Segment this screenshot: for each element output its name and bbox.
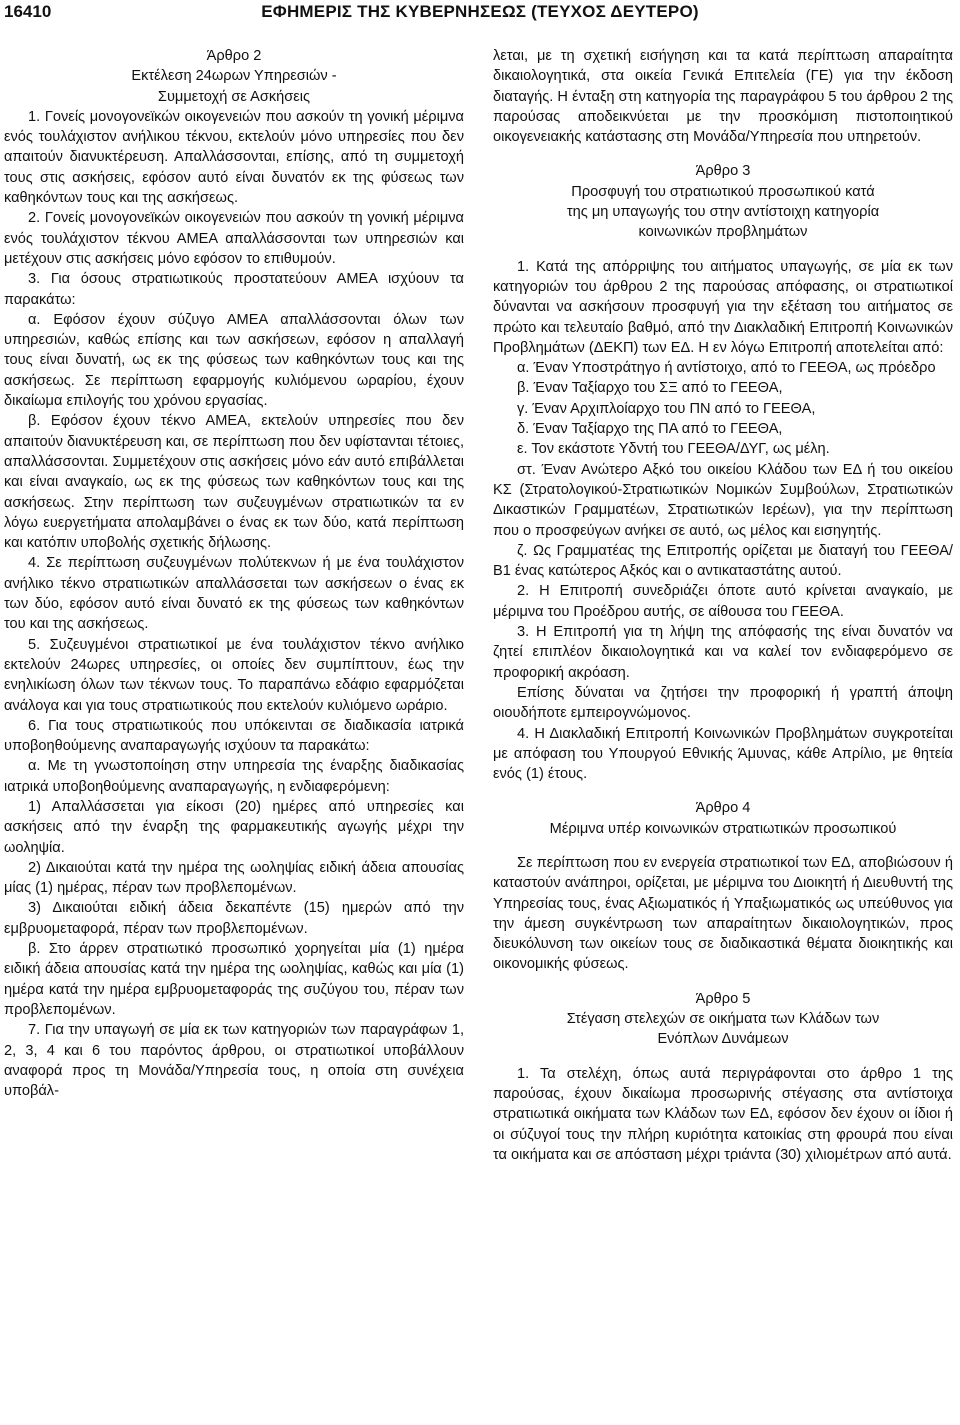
paragraph: α. Εφόσον έχουν σύζυγο ΑΜΕΑ απαλλάσσονται όλων των υπηρεσιών, καθώς επίσης και των ασκήσεων, εφόσον η απαλλαγή τους είναι δυνατή, ως εκ της φύσεως των καθηκόντων τους και της ασκήσεως. Σε περίπτωση εφαρμογής κυλιόμενου ωραρίου, έχουν δικαίωμα επιλογής του χρόνου εργασίας. [4,311,464,410]
paragraph: 6. Για τους στρατιωτικούς που υπόκεινται σε διαδικασία ιατρικά υποβοηθούμενης αναπαραγωγής ισχύουν τα παρακάτω: [4,717,464,755]
spacer [493,147,953,161]
article-heading: της μη υπαγωγής του στην αντίστοιχη κατηγορία [566,204,880,221]
page-header [0,0,960,26]
article-heading: Εκτέλεση 24ωρων Υπηρεσιών - [131,68,337,85]
paragraph: 1. Γονείς μονογονεϊκών οικογενειών που ασκούν τη γονική μέριμνα ενός τουλάχιστον ανήλικου τέκνου, εκτελούν μόνο υπηρεσίες που δεν απαιτούν διανυκτέρευση. Απαλλάσσονται, επίσης, από τη συμμετοχή τους στις ασκήσεις, εφόσον αυτό είναι δυνατόν εκ της φύσεως των καθηκόντων τους και της ασκήσεως. [4,108,464,207]
paragraph: 4. Σε περίπτωση συζευγμένων πολύτεκνων ή με ένα τουλάχιστον ανήλικο τέκνο στρατιωτικών απαλλάσσεται των ασκήσεων ο ένας εκ των δύο, εφόσον αυτό είναι δυνατό εκ της φύσεως των καθηκόντων του και της ασκήσεως. [4,555,464,633]
paragraph-continuation: λεται, με τη σχετική εισήγηση και τα κατά περίπτωση απαραίτητα δικαιολογητικά, στα οικεία Γενικά Επιτελεία (ΓΕ) για την έκδοση διαταγής. Η ένταξη στη κατηγορία της παραγράφου 5 του άρθρου 2 της παρούσας αποδεικνύεται με την προσκόμιση πιστοποιητικού οικογενειακής κατάστασης στη Μονάδα/Υπηρεσία που υπηρετούν. [493,48,953,146]
spacer [493,784,953,798]
paragraph: β. Εφόσον έχουν τέκνο ΑΜΕΑ, εκτελούν υπηρεσίες που δεν απαιτούν διανυκτέρευση και, σε περίπτωση που δεν υφίστανται τέτοιες, απαλλάσσονται. Συμμετέχουν στις ασκήσεις μόνο εάν αυτό επιβάλλεται και είναι αναγκαίο, ως εκ της φύσεως των καθηκόντων τους και της ασκήσεως. Στην περίπτωση των συζευγμένων στρατιωτικών τα εν λόγω ευεργετήματα απολαμβάνει ο ένας εκ των δύο, κατά περίπτωση και κατόπιν υποβολής σχετικής δήλωσης. [4,413,464,552]
paragraph: 1. Κατά της απόρριψης του αιτήματος υπαγωγής, σε μία εκ των κατηγοριών του άρθρου 2 της παρούσας απόφασης, οι στρατιωτικοί δύνανται να ασκήσουν προσφυγή για την εξέταση του αιτήματος σε πρώτο και τελευταίο βαθμό, από την Διακλαδική Επιτροπή Κοινωνικών Προβλημάτων (ΔΕΚΠ) των ΕΔ. Η εν λόγω Επιτροπή αποτελείται από: [493,258,953,356]
paragraph: 1. Τα στελέχη, όπως αυτά περιγράφονται στο άρθρο 1 της παρούσας, έχουν δικαίωμα προσωρινής στέγασης στα αντίστοιχα στρατιωτικά οικήματα των Κλάδων των ΕΔ, εφόσον δεν έχουν οι ίδιοι ή οι σύζυγοί τους την πλήρη κυριότητα κατοικίας στη φρουρά που είναι τα οικήματα και σε απόσταση μέχρι τριάντα (30) χιλιομέτρων από αυτά. [493,1065,953,1163]
paragraph: 1) Απαλλάσσεται για είκοσι (20) ημέρες από υπηρεσίες και ασκήσεις από την έναρξη της φαρμακευτικής αγωγής μέχρι την ωοληψία. [4,798,464,856]
gazette-title: ΕΦΗΜΕΡΙΣ ΤΗΣ ΚΥΒΕΡΝΗΣΕΩΣ (ΤΕΥΧΟΣ ΔΕΥΤΕΡΟ) [261,2,699,21]
paragraph: 2. Η Επιτροπή συνεδριάζει όποτε αυτό κρίνεται αναγκαίο, με μέριμνα του Προέδρου αυτής, σε αίθουσα του ΓΕΕΘΑ. [493,583,953,620]
paragraph: ε. Τον εκάστοτε Υδντή του ΓΕΕΘΑ/ΔΥΓ, ως μέλη. [517,441,830,458]
article-heading: κοινωνικών προβλημάτων [638,224,808,241]
article-heading: Μέριμνα υπέρ κοινωνικών στρατιωτικών προσωπικού [549,820,897,837]
paragraph: Σε περίπτωση που εν ενεργεία στρατιωτικοί των ΕΔ, αποβιώσουν ή καταστούν ανάπηροι, ορίζεται, με μέριμνα του Διοικητή ή Διευθυντή της Υπηρεσίας τους, ένας Αξιωματικός ή Υπαξιωματικός ως υπεύθυνος για την άμεση συγκέντρωση των απαραίτητων δικαιολογητικών, προς διευκόλυνση των οικείων τους σε διαδικαστικά θέματα διοικητικής και οικονομικής φύσεως. [493,854,953,973]
paragraph: στ. Έναν Ανώτερο Αξκό του οικείου Κλάδου των ΕΔ ή του οικείου ΚΣ (Στρατολογικού-Στρατιωτικών Νομικών Συμβούλων, Στρατιωτικών Δικαστικών Γραμματέων, Στρατιωτικών Ιερέων), για την περίπτωση που ο προσφεύγων ανήκει σε αυτό, ως μέλος και εισηγητής. [493,461,953,539]
paragraph: α. Με τη γνωστοποίηση στην υπηρεσία της έναρξης διαδικασίας ιατρικά υποβοηθούμενης αναπαραγωγής, η ενδιαφερόμενη: [4,758,464,795]
article-heading: Στέγαση στελεχών σε οικήματα των Κλάδων των [566,1011,880,1028]
paragraph: 2) Δικαιούται κατά την ημέρα της ωοληψίας ειδική άδεια απουσίας μίας (1) ημέρας, πέραν των προβλεπομένων. [4,859,464,897]
spacer [493,243,953,257]
article-heading: Συμμετοχή σε Ασκήσεις [157,88,311,105]
article-heading: Άρθρο 2 [206,48,262,64]
spacer [493,975,953,989]
page-number: 16410 [4,2,52,21]
article-heading: Ενόπλων Δυνάμεων [657,1031,789,1048]
paragraph: δ. Έναν Ταξίαρχο της ΠΑ από το ΓΕΕΘΑ, [517,421,783,438]
paragraph: 5. Συζευγμένοι στρατιωτικοί με ένα τουλάχιστον τέκνο ανήλικο εκτελούν 24ωρες υπηρεσίες, οι οποίες δεν συμπίπτουν, έως την ενηλικίωση όλων των τέκνων τους. Το παραπάνω εδάφιο εφαρμόζεται ανάλογα και για τους στρατιωτικούς που εκτελούν κυλιόμενο ωράριο. [4,636,464,714]
article-heading: Άρθρο 3 [695,163,751,180]
article-heading: Άρθρο 5 [695,990,751,1007]
left-column [4,46,464,1101]
article-heading: Άρθρο 4 [695,800,751,817]
paragraph: γ. Έναν Αρχιπλοίαρχο του ΠΝ από το ΓΕΕΘΑ, [517,400,816,417]
paragraph: β. Έναν Ταξίαρχο του ΣΞ από το ΓΕΕΘΑ, [517,380,783,397]
right-column [493,46,953,1165]
paragraph: β. Στο άρρεν στρατιωτικό προσωπικό χορηγείται μία (1) ημέρα ειδική άδεια απουσίας κατά την ημέρα της ωοληψίας, καθώς και μία (1) ημέρα κατά την ημέρα εμβρυομεταφοράς της συζύγου του, πέραν των προβλεπομένων. [4,941,464,1018]
spacer [493,839,953,853]
paragraph: 3) Δικαιούται ειδική άδεια δεκαπέντε (15) ημερών από την εμβρυομεταφορά, πέραν των προβλεπομένων. [4,900,464,937]
paragraph: 3. Για όσους στρατιωτικούς προστατεύουν ΑΜΕΑ ισχύουν τα παρακάτω: [4,271,464,308]
paragraph: 2. Γονείς μονογονεϊκών οικογενειών που ασκούν τη γονική μέριμνα ενός τουλάχιστον τέκνου ΑΜΕΑ απαλλάσσονται των υπηρεσιών και μετέχουν στις ασκήσεις μόνο εφόσον το επιθυμούν. [4,210,464,267]
spacer [493,1050,953,1064]
paragraph: 7. Για την υπαγωγή σε μία εκ των κατηγοριών των παραγράφων 1, 2, 3, 4 και 6 του παρόντος άρθρου, οι στρατιωτικοί υποβάλλουν αναφορά προς τη Μονάδα/Υπηρεσία τους, η οποία στη συνέχεια υποβάλ- [4,1022,464,1100]
paragraph: 4. Η Διακλαδική Επιτροπή Κοινωνικών Προβλημάτων συγκροτείται με απόφαση του Υπουργού Εθνικής Άμυνας, κάθε Απρίλιο, με θητεία ενός (1) έτους. [493,725,953,783]
paragraph: ζ. Ως Γραμματέας της Επιτροπής ορίζεται με διαταγή του ΓΕΕΘΑ/Β1 ένας κατώτερος Αξκός και ο αντικαταστάτης αυτού. [493,542,953,580]
paragraph: 3. Η Επιτροπή για τη λήψη της απόφασής της είναι δυνατόν να ζητεί επιπλέον δικαιολογητικά και να καλεί τον ενδιαφερόμενο σε προφορική ακρόαση. [493,624,953,681]
paragraph: Επίσης δύναται να ζητήσει την προφορική ή γραπτή άποψη οιουδήποτε εμπειρογνώμονος. [493,684,953,722]
article-heading: Προσφυγή του στρατιωτικού προσωπικού κατά [571,183,875,200]
paragraph: α. Έναν Υποστράτηγο ή αντίστοιχο, από το ΓΕΕΘΑ, ως πρόεδρο [517,360,936,377]
